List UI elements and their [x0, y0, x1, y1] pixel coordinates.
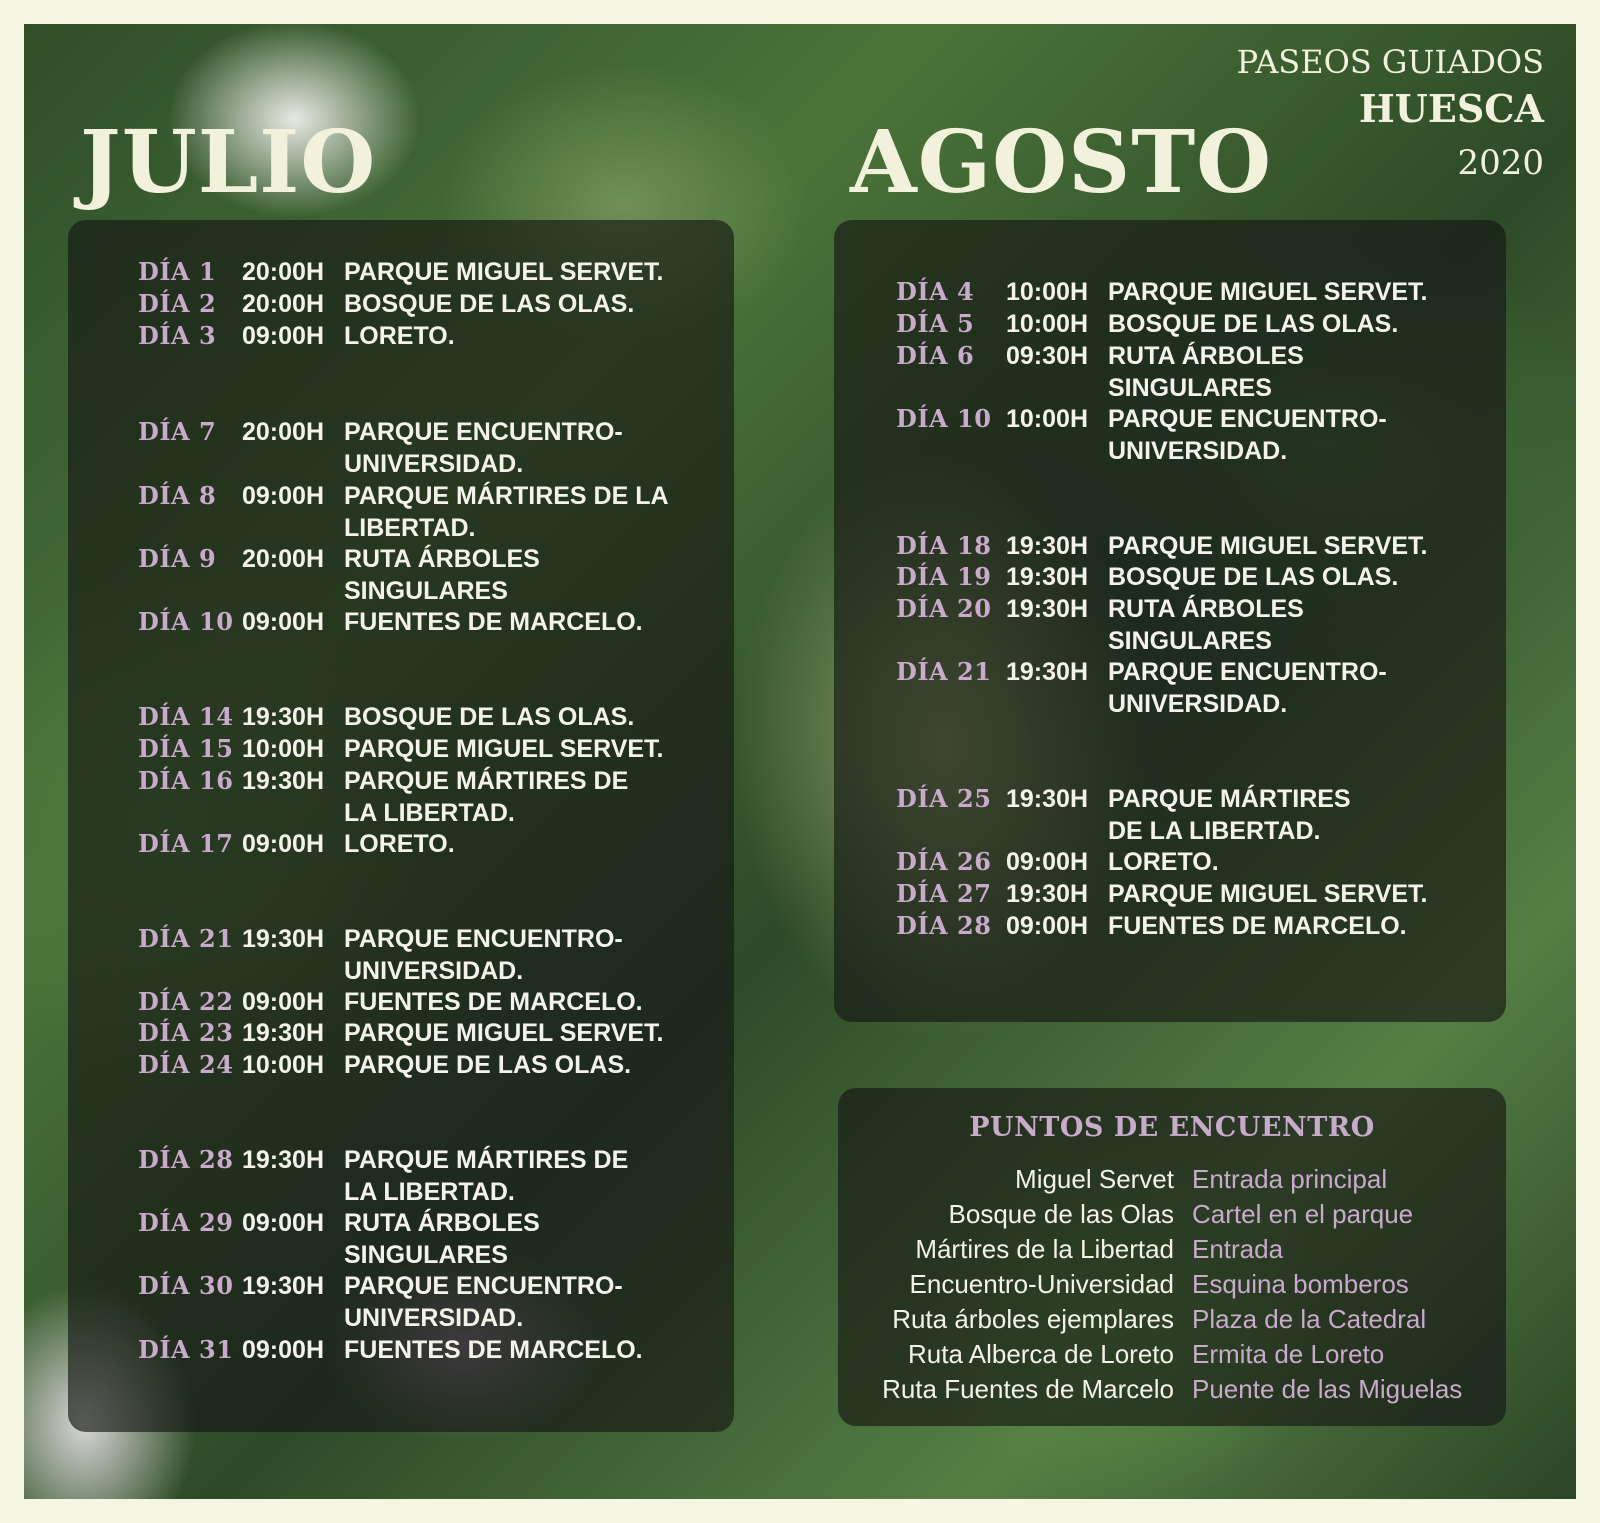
meeting-point-location: Cartel en el parque	[1192, 1199, 1414, 1229]
schedule-day: DÍA 15	[138, 734, 234, 763]
meeting-point-location: Plaza de la Catedral	[1192, 1304, 1427, 1334]
schedule-row	[68, 416, 734, 480]
schedule-time: 10:00H	[242, 735, 324, 763]
schedule-day: DÍA 21	[896, 657, 992, 686]
schedule-row	[68, 480, 734, 544]
schedule-time: 10:00H	[1006, 278, 1088, 306]
header-year: 2020	[1457, 143, 1544, 183]
meeting-point-name: Ruta Alberca de Loreto	[908, 1339, 1174, 1369]
schedule-row	[68, 828, 734, 860]
schedule-row	[834, 276, 1506, 308]
schedule-row	[68, 765, 734, 829]
schedule-time: 19:30H	[242, 925, 324, 953]
schedule-time: 20:00H	[242, 290, 324, 318]
schedule-row	[834, 561, 1506, 593]
schedule-day: DÍA 27	[896, 879, 992, 908]
schedule-row	[68, 1144, 734, 1208]
schedule-time: 20:00H	[242, 545, 324, 573]
schedule-time: 19:30H	[1006, 658, 1088, 686]
schedule-row	[68, 256, 734, 288]
schedule-place: BOSQUE DE LAS OLAS.	[344, 703, 635, 731]
schedule-time: 09:00H	[242, 1209, 324, 1237]
schedule-place: PARQUE MÁRTIRES DE LA LIBERTAD.	[344, 767, 629, 827]
meeting-point-location: Entrada principal	[1192, 1164, 1388, 1194]
schedule-time: 10:00H	[242, 1051, 324, 1079]
schedule-place: LORETO.	[1108, 848, 1219, 876]
meeting-point-name: Ruta árboles ejemplares	[892, 1304, 1174, 1334]
schedule-day: DÍA 8	[138, 481, 217, 510]
schedule-row	[834, 910, 1506, 942]
poster	[24, 24, 1576, 1499]
schedule-place: BOSQUE DE LAS OLAS.	[1108, 310, 1399, 338]
schedule-place: FUENTES DE MARCELO.	[1108, 912, 1407, 940]
schedule-row	[68, 923, 734, 987]
meeting-point-row	[838, 1232, 1506, 1267]
schedule-place: FUENTES DE MARCELO.	[344, 988, 643, 1016]
schedule-time: 09:00H	[242, 988, 324, 1016]
schedule-time: 19:30H	[242, 1272, 324, 1300]
agosto-schedule-panel	[834, 220, 1506, 1022]
schedule-place: PARQUE ENCUENTRO- UNIVERSIDAD.	[344, 418, 623, 478]
schedule-day: DÍA 28	[896, 911, 992, 940]
schedule-place: PARQUE MIGUEL SERVET.	[344, 258, 664, 286]
schedule-day: DÍA 23	[138, 1018, 234, 1047]
schedule-row	[68, 1270, 734, 1334]
schedule-place: PARQUE MÁRTIRES DE LA LIBERTAD.	[344, 1146, 629, 1206]
schedule-time: 19:30H	[242, 767, 324, 795]
schedule-time: 19:30H	[1006, 785, 1088, 813]
schedule-row	[834, 530, 1506, 562]
schedule-row	[68, 543, 734, 607]
schedule-row	[68, 1207, 734, 1271]
schedule-day: DÍA 18	[896, 531, 992, 560]
schedule-time: 09:00H	[242, 1336, 324, 1364]
schedule-day: DÍA 26	[896, 847, 992, 876]
schedule-row	[68, 733, 734, 765]
schedule-day: DÍA 29	[138, 1208, 234, 1237]
schedule-day: DÍA 22	[138, 987, 234, 1016]
schedule-day: DÍA 2	[138, 289, 217, 318]
schedule-row	[834, 656, 1506, 720]
schedule-time: 19:30H	[1006, 595, 1088, 623]
schedule-time: 20:00H	[242, 418, 324, 446]
schedule-place: PARQUE MÁRTIRES DE LA LIBERTAD.	[344, 482, 669, 542]
meeting-point-name: Encuentro-Universidad	[909, 1269, 1174, 1299]
schedule-day: DÍA 6	[896, 341, 975, 370]
schedule-place: PARQUE MIGUEL SERVET.	[344, 1019, 664, 1047]
schedule-day: DÍA 3	[138, 321, 217, 350]
schedule-time: 19:30H	[242, 1019, 324, 1047]
schedule-row	[834, 308, 1506, 340]
meeting-point-row	[838, 1267, 1506, 1302]
event-header	[1237, 42, 1544, 190]
schedule-place: PARQUE MIGUEL SERVET.	[344, 735, 664, 763]
schedule-day: DÍA 30	[138, 1271, 234, 1300]
meeting-point-name: Bosque de las Olas	[948, 1199, 1174, 1229]
meeting-point-row	[838, 1372, 1506, 1407]
schedule-place: PARQUE MIGUEL SERVET.	[1108, 278, 1428, 306]
schedule-place: LORETO.	[344, 830, 455, 858]
julio-schedule-panel	[68, 220, 734, 1432]
schedule-time: 09:00H	[1006, 848, 1088, 876]
schedule-place: BOSQUE DE LAS OLAS.	[1108, 563, 1399, 591]
schedule-time: 09:30H	[1006, 342, 1088, 370]
meeting-point-location: Esquina bomberos	[1192, 1269, 1409, 1299]
schedule-day: DÍA 16	[138, 766, 234, 795]
schedule-day: DÍA 10	[138, 607, 234, 636]
schedule-place: BOSQUE DE LAS OLAS.	[344, 290, 635, 318]
schedule-day: DÍA 25	[896, 784, 992, 813]
schedule-time: 19:30H	[242, 703, 324, 731]
schedule-place: RUTA ÁRBOLES SINGULARES	[344, 545, 540, 605]
schedule-time: 20:00H	[242, 258, 324, 286]
schedule-time: 19:30H	[242, 1146, 324, 1174]
schedule-row	[834, 846, 1506, 878]
schedule-day: DÍA 17	[138, 829, 234, 858]
schedule-row	[68, 701, 734, 733]
schedule-day: DÍA 24	[138, 1050, 234, 1079]
schedule-day: DÍA 14	[138, 702, 234, 731]
schedule-day: DÍA 9	[138, 544, 217, 573]
schedule-time: 19:30H	[1006, 563, 1088, 591]
schedule-day: DÍA 7	[138, 417, 217, 446]
schedule-place: RUTA ÁRBOLES SINGULARES	[1108, 342, 1304, 402]
schedule-time: 09:00H	[242, 322, 324, 350]
schedule-row	[834, 593, 1506, 657]
schedule-day: DÍA 10	[896, 404, 992, 433]
schedule-time: 09:00H	[242, 482, 324, 510]
schedule-place: PARQUE MÁRTIRES DE LA LIBERTAD.	[1108, 785, 1351, 845]
meeting-point-row	[838, 1162, 1506, 1197]
meeting-point-row	[838, 1197, 1506, 1232]
schedule-row	[68, 1049, 734, 1081]
schedule-time: 09:00H	[242, 830, 324, 858]
meeting-point-name: Ruta Fuentes de Marcelo	[882, 1374, 1174, 1404]
schedule-time: 10:00H	[1006, 310, 1088, 338]
schedule-day: DÍA 4	[896, 277, 975, 306]
schedule-place: PARQUE ENCUENTRO- UNIVERSIDAD.	[344, 1272, 623, 1332]
schedule-time: 19:30H	[1006, 880, 1088, 908]
schedule-time: 09:00H	[1006, 912, 1088, 940]
schedule-day: DÍA 19	[896, 562, 992, 591]
schedule-place: PARQUE ENCUENTRO- UNIVERSIDAD.	[1108, 405, 1387, 465]
meeting-point-name: Mártires de la Libertad	[915, 1234, 1174, 1264]
header-subtitle: PASEOS GUIADOS	[1236, 43, 1544, 81]
schedule-place: PARQUE MIGUEL SERVET.	[1108, 880, 1428, 908]
schedule-time: 19:30H	[1006, 532, 1088, 560]
meeting-points-list	[838, 1162, 1506, 1407]
schedule-place: PARQUE MIGUEL SERVET.	[1108, 532, 1428, 560]
schedule-row	[834, 783, 1506, 847]
schedule-day: DÍA 31	[138, 1335, 234, 1364]
schedule-row	[834, 340, 1506, 404]
schedule-place: RUTA ÁRBOLES SINGULARES	[344, 1209, 540, 1269]
schedule-day: DÍA 1	[138, 257, 217, 286]
meeting-point-name: Miguel Servet	[1015, 1164, 1174, 1194]
schedule-row	[68, 288, 734, 320]
meeting-points-panel	[838, 1088, 1506, 1426]
schedule-day: DÍA 28	[138, 1145, 234, 1174]
schedule-place: LORETO.	[344, 322, 455, 350]
month-title-julio: JULIO	[80, 112, 377, 213]
schedule-place: PARQUE ENCUENTRO- UNIVERSIDAD.	[1108, 658, 1387, 718]
schedule-row	[834, 878, 1506, 910]
schedule-place: FUENTES DE MARCELO.	[344, 608, 643, 636]
schedule-day: DÍA 5	[896, 309, 975, 338]
schedule-row	[68, 320, 734, 352]
meeting-point-row	[838, 1337, 1506, 1372]
schedule-place: RUTA ÁRBOLES SINGULARES	[1108, 595, 1304, 655]
meeting-point-row	[838, 1302, 1506, 1337]
schedule-place: FUENTES DE MARCELO.	[344, 1336, 643, 1364]
header-city: HUESCA	[1358, 86, 1544, 131]
month-title-agosto: AGOSTO	[850, 112, 1273, 213]
schedule-place: PARQUE ENCUENTRO- UNIVERSIDAD.	[344, 925, 623, 985]
schedule-day: DÍA 21	[138, 924, 234, 953]
schedule-row	[68, 1334, 734, 1366]
schedule-row	[68, 986, 734, 1018]
schedule-day: DÍA 20	[896, 594, 992, 623]
meeting-point-location: Ermita de Loreto	[1192, 1339, 1385, 1369]
schedule-row	[68, 606, 734, 638]
schedule-row	[68, 1017, 734, 1049]
schedule-time: 10:00H	[1006, 405, 1088, 433]
meeting-point-location: Puente de las Miguelas	[1192, 1374, 1463, 1404]
schedule-place: PARQUE DE LAS OLAS.	[344, 1051, 632, 1079]
meeting-point-location: Entrada	[1192, 1234, 1284, 1264]
schedule-row	[834, 403, 1506, 467]
meeting-points-title: PUNTOS DE ENCUENTRO	[969, 1112, 1375, 1143]
schedule-time: 09:00H	[242, 608, 324, 636]
